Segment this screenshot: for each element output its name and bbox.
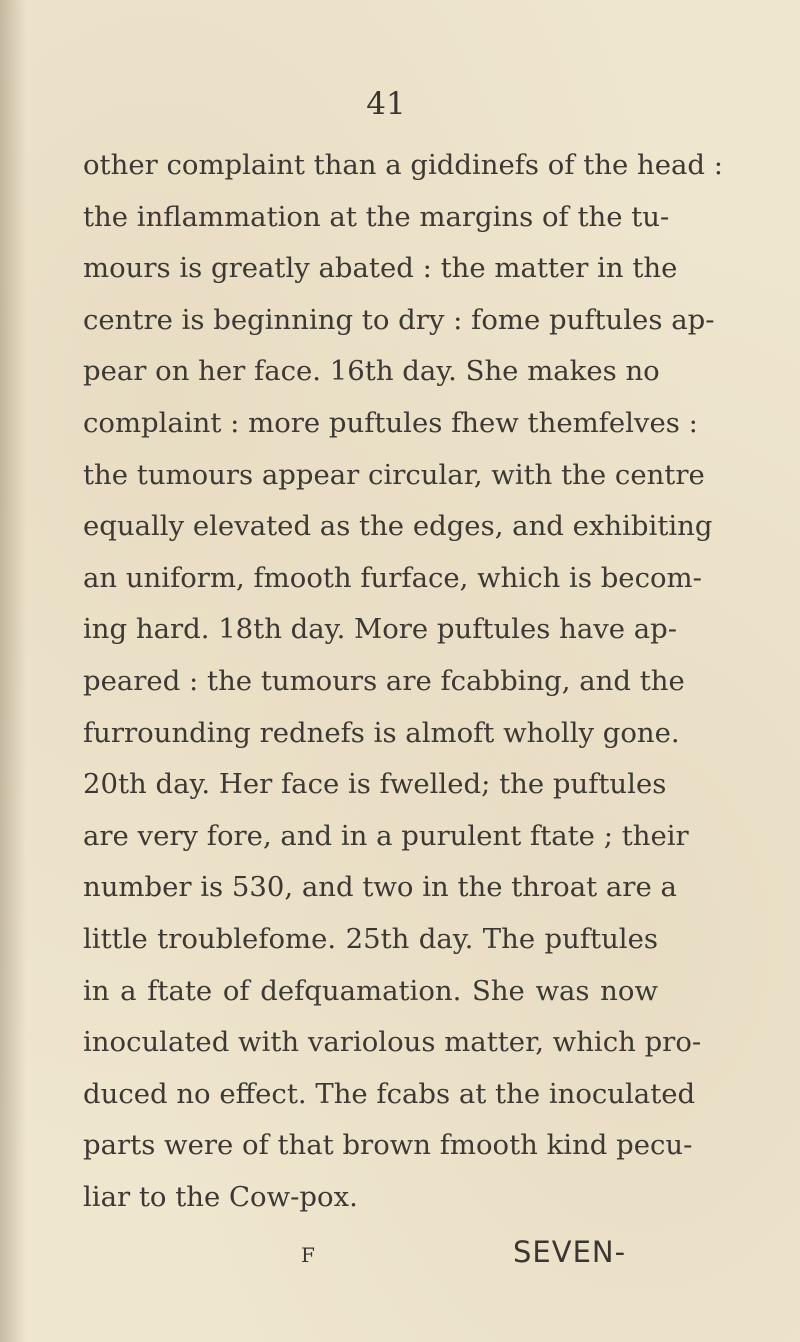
signature-mark: F xyxy=(301,1243,315,1267)
text-line: in a ftate of defquamation. She was now xyxy=(83,974,658,1007)
text-line: liar to the Cow-pox. xyxy=(83,1180,358,1213)
text-line: centre is beginning to dry : fome puftules ap- xyxy=(83,303,715,336)
text-line: 20th day. Her face is fwelled; the puftules xyxy=(83,768,667,801)
text-line: other complaint than a giddinefs of the head : xyxy=(83,149,724,181)
text-line: parts were of that brown fmooth kind pecu- xyxy=(83,1129,693,1162)
text-line: pear on her face. 16th day. She makes no xyxy=(83,355,660,388)
page-number: 41 xyxy=(366,86,406,122)
text-line: an uniform, fmooth furface, which is becom- xyxy=(83,561,702,594)
text-line: furrounding rednefs is almoft wholly gone. xyxy=(83,716,680,749)
page-gutter-shadow xyxy=(0,0,26,1342)
text-line: complaint : more puftules fhew themfelves : xyxy=(83,406,698,439)
catchword: SEVEN- xyxy=(513,1235,627,1269)
text-line: inoculated with variolous matter, which pro- xyxy=(83,1026,702,1059)
text-line: number is 530, and two in the throat are a xyxy=(83,871,677,904)
text-line: duced no effect. The fcabs at the inoculated xyxy=(83,1077,696,1110)
text-line: are very fore, and in a purulent ftate ; their xyxy=(83,819,689,852)
text-line: little troublefome. 25th day. The puftules xyxy=(83,922,658,955)
text-line: the inflammation at the margins of the tu- xyxy=(83,200,670,233)
text-line: peared : the tumours are fcabbing, and the xyxy=(83,664,685,697)
text-line: ing hard. 18th day. More puftules have ap- xyxy=(83,613,678,646)
text-line: the tumours appear circular, with the centre xyxy=(83,458,705,491)
body-text xyxy=(83,140,724,1223)
page-footer xyxy=(0,1235,800,1275)
text-line: mours is greatly abated : the matter in the xyxy=(83,252,678,285)
text-line: equally elevated as the edges, and exhibiting xyxy=(83,510,713,543)
